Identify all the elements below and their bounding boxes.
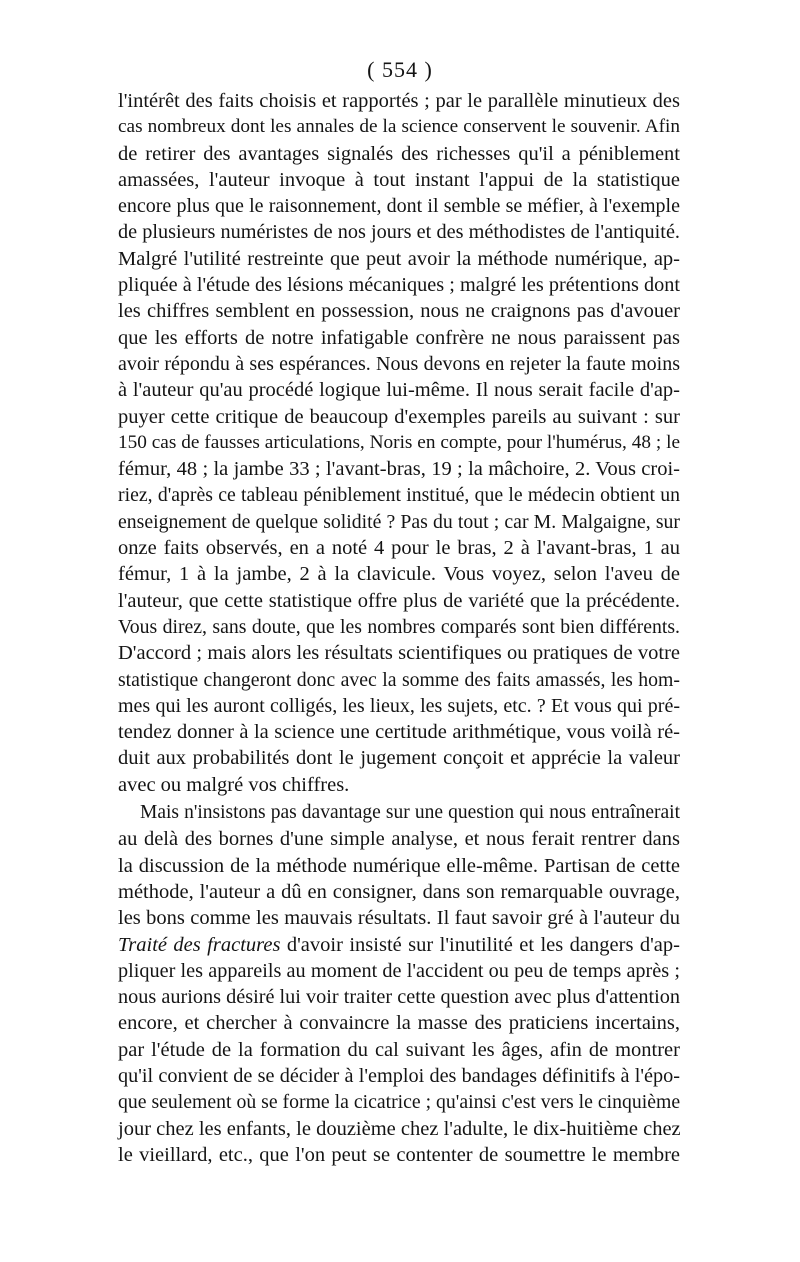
text-line: Mais n'insistons pas davantage sur une question qui nous entraînerait [140, 802, 680, 824]
text-line: que seulement où se forme la cicatrice ; qu'ainsi c'est vers le cinquième [118, 1091, 681, 1114]
text-line: statistique changeront donc avec la somme des faits amassés, les hom- [118, 668, 680, 691]
text-line: encore plus que le raisonnement, dont il semble se méfier, à l'exemple [118, 195, 680, 218]
text-line: de retirer des avantages signalés des richesses qu'il a péniblement [118, 142, 680, 165]
text-line: jour chez les enfants, le douzième chez l'adulte, le dix-huitième chez [118, 1117, 681, 1140]
text-line: l'intérêt des faits choisis et rapportés ; par le parallèle minutieux des [118, 90, 680, 112]
text-line: l'auteur, que cette statistique offre plus de variété que la précédente. [118, 589, 680, 612]
text-line: pliquée à l'étude des lésions mécaniques ; malgré les prétentions dont [118, 274, 680, 297]
text-line: au delà des bornes d'une simple analyse, et nous ferait rentrer dans [118, 828, 680, 851]
text-line: fémur, 1 à la jambe, 2 à la clavicule. Vous voyez, selon l'aveu de [118, 563, 680, 586]
text-line: le vieillard, etc., que l'on peut se contenter de soumettre le membre [118, 1143, 680, 1166]
text-line: les bons comme les mauvais résultats. Il faut savoir gré à l'auteur du [118, 907, 680, 930]
text-line: puyer cette critique de beaucoup d'exemples pareils au suivant : sur [118, 405, 680, 428]
text-line: 150 cas de fausses articulations, Noris en compte, pour l'humérus, 48 ; le [118, 431, 680, 453]
text-line: D'accord ; mais alors les résultats scientifiques ou pratiques de votre [118, 642, 680, 665]
paragraph-2 [118, 800, 680, 1168]
text-line: la discussion de la méthode numérique elle-même. Partisan de cette [118, 854, 680, 877]
text-line: nous aurions désiré lui voir traiter cette question avec plus d'attention [118, 986, 680, 1009]
paragraph-1 [118, 88, 680, 798]
text-line: tendez donner à la science une certitude arithmétique, vous voilà ré- [118, 721, 680, 744]
body-text [118, 88, 680, 1168]
page-number: ( 554 ) [367, 57, 433, 82]
text-line: riez, d'après ce tableau péniblement institué, que le médecin obtient un [118, 484, 680, 507]
text-line: méthode, l'auteur a dû en consigner, dans son remarquable ouvrage, [118, 880, 680, 903]
text-line: avoir répondu à ses espérances. Nous devons en rejeter la faute moins [118, 352, 680, 375]
text-line: qu'il convient de se décider à l'emploi des bandages définitifs à l'épo- [118, 1064, 680, 1087]
text-line: onze faits observés, en a noté 4 pour le bras, 2 à l'avant-bras, 1 au [118, 537, 680, 560]
text-line: avec ou malgré vos chiffres. [118, 773, 350, 796]
text-line: cas nombreux dont les annales de la science conservent le souvenir. Afin [118, 116, 680, 138]
text-line: que les efforts de notre infatigable confrère ne nous paraissent pas [118, 326, 680, 349]
book-title: Traité des fractures [118, 933, 281, 956]
text-line: pliquer les appareils au moment de l'accident ou peu de temps après ; [118, 959, 680, 982]
text-line: Traité des fractures d'avoir insisté sur l'inutilité et les dangers d'ap- [118, 933, 680, 956]
text-line: encore, et chercher à convaincre la masse des praticiens incertains, [118, 1012, 680, 1035]
text-line: de plusieurs numéristes de nos jours et des méthodistes de l'antiquité. [118, 221, 680, 244]
text-line: enseignement de quelque solidité ? Pas du tout ; car M. Malgaigne, sur [118, 510, 680, 533]
text-line: par l'étude de la formation du cal suivant les âges, afin de montrer [118, 1038, 680, 1061]
text-line: mes qui les auront colligés, les lieux, les sujets, etc. ? Et vous qui pré- [118, 694, 680, 717]
text-line: à l'auteur qu'au procédé logique lui-même. Il nous serait facile d'ap- [118, 379, 680, 402]
text-line: amassées, l'auteur invoque à tout instant l'appui de la statistique [118, 168, 680, 191]
text-line: Vous direz, sans doute, que les nombres comparés sont bien différents. [118, 615, 680, 638]
text-line: les chiffres semblent en possession, nous ne craignons pas d'avouer [118, 300, 680, 323]
text-line: duit aux probabilités dont le jugement conçoit et apprécie la valeur [118, 747, 680, 770]
text-line: Malgré l'utilité restreinte que peut avoir la méthode numérique, ap- [118, 247, 680, 270]
text-line: fémur, 48 ; la jambe 33 ; l'avant-bras, 19 ; la mâchoire, 2. Vous croi- [118, 458, 680, 481]
